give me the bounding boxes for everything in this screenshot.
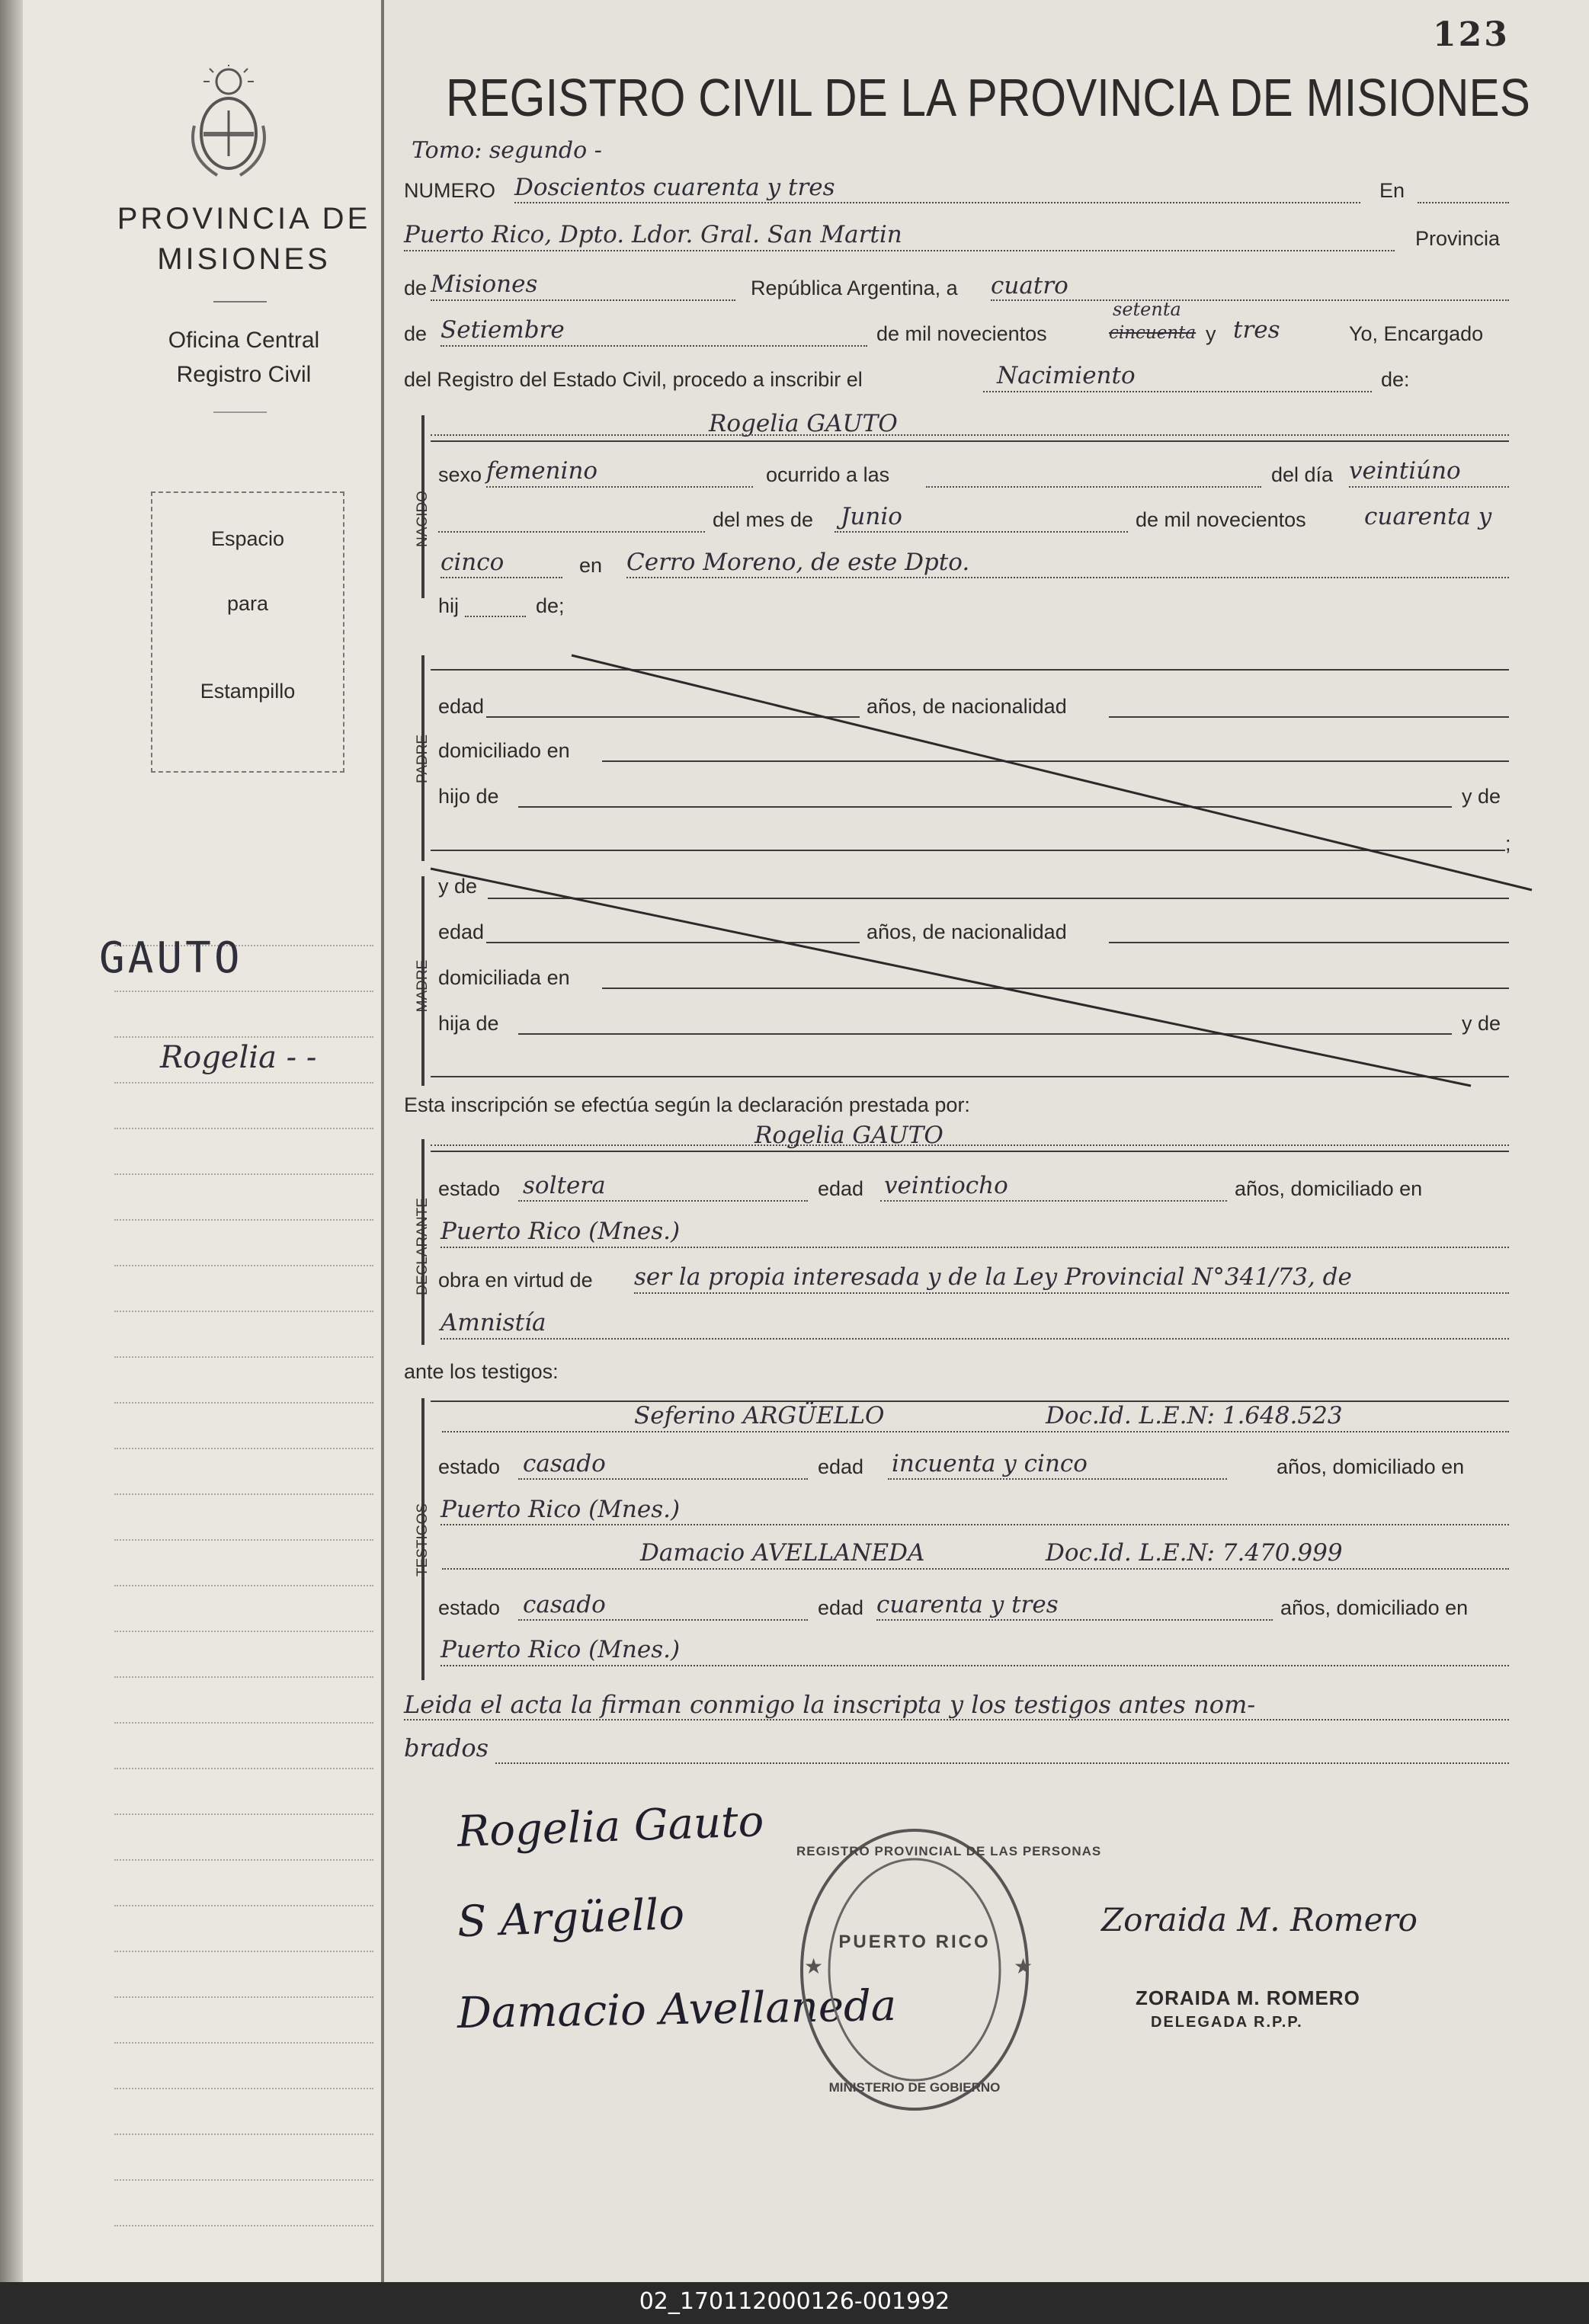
obra-value: ser la propia interesada y de la Ley Provincial N°341/73, de [634,1263,1352,1291]
madre-domicilio-label: domiciliada en [438,966,570,989]
seal-inner-text: PUERTO RICO [838,1932,991,1952]
testigo1-edad-value: incuenta y cinco [892,1450,1088,1477]
page-number: 123 [1433,15,1510,54]
testigos-intro: ante los testigos: [404,1360,559,1383]
signature-witness-2: Damacio Avellaneda [457,1980,897,2039]
closing-dots-2 [495,1762,1509,1764]
declarante-name-dots [431,1144,1509,1146]
testigo2-dom-dots [440,1665,1509,1666]
year-units-value: tres [1233,316,1280,344]
padre-label: PADRE [415,734,431,784]
left-title-line1: PROVINCIA DE [117,202,371,235]
madre-y-de: y de [1462,1012,1501,1035]
testigo2-edad-label: edad [818,1596,864,1619]
declarante-domic-label: años, domiciliado en [1235,1177,1423,1200]
signature-official: Zoraida M. Romero [1101,1901,1418,1938]
testigo2-domic-label: años, domiciliado en [1280,1596,1469,1619]
mil-label: de mil novecientos [1136,508,1306,531]
de-colon: de: [1381,368,1410,391]
declarante-edad-label: edad [818,1177,864,1200]
declarante-edad-dots [880,1200,1227,1202]
padre-domicilio-label: domiciliado en [438,739,570,762]
year-y-label: y [1206,322,1216,345]
signature-registrant: Rogelia Gauto [456,1797,765,1857]
padre-hijo-label: hijo de [438,785,499,808]
declarante-estado-label: estado [438,1177,501,1200]
declarante-intro: Esta inscripción se efectúa según la declaración prestada por: [404,1093,970,1116]
del-mes-label: del mes de [713,508,814,531]
republica-text: República Argentina, a [751,277,958,299]
year-tens-value: setenta [1113,299,1181,320]
declarante-dom-dots [440,1247,1509,1248]
day-value: cuatro [991,272,1068,299]
signature-witness-1: S Argüello [456,1889,686,1948]
testigo1-doc: Doc.Id. L.E.N: 1.648.523 [1046,1402,1343,1429]
svg-text:★: ★ [804,1954,824,1979]
provincia-label: Provincia [1415,227,1501,250]
hij-de: de; [536,594,565,617]
left-title-line2: MISIONES [157,242,331,276]
en-label-nacido: en [579,554,603,577]
testigo1-edad-dots [888,1478,1227,1480]
padre-y-de: y de [1462,785,1501,808]
year-tens-struck: cincuenta [1109,323,1197,343]
declarante-estado-value: soltera [523,1172,606,1199]
obra-label: obra en virtud de [438,1269,593,1292]
del-dia-label: del día [1271,463,1334,486]
month-value: Setiembre [440,316,565,344]
declarante-edad-value: veintiocho [884,1172,1008,1199]
padre-edad-label: edad [438,695,485,718]
de-label: de [404,277,428,299]
obra-dots [634,1292,1509,1294]
margin-given-name: Rogelia - - [160,1040,317,1075]
testigo1-estado-dots [518,1478,808,1480]
madre-nacionalidad-label: años, de nacionalidad [867,920,1067,943]
testigo1-domic-label: años, domiciliado en [1277,1455,1465,1478]
year-text: de mil novecientos [876,322,1047,345]
testigo2-doc: Doc.Id. L.E.N: 7.470.999 [1046,1539,1343,1567]
obra2-dots [440,1338,1509,1340]
stamp-box-line3: Estampillo [200,680,296,703]
seal-bottom-text: MINISTERIO DE GOBIERNO [828,2080,1001,2095]
testigos-label: TESTIGOS [415,1503,431,1577]
numero-value: Doscientos cuarenta y tres [514,174,835,201]
sexo-label: sexo [438,463,482,486]
testigo2-name: Damacio AVELLANEDA [640,1539,925,1567]
mes-value: Junio [841,503,902,530]
dia-value: veintiúno [1349,457,1461,485]
testigo2-domicilio-value: Puerto Rico (Mnes.) [440,1636,681,1663]
testigo1-name: Seferino ARGÜELLO [634,1402,885,1429]
padre-nacionalidad-label: años, de nacionalidad [867,695,1067,718]
testigo2-estado-value: casado [523,1591,606,1618]
page-title: REGISTRO CIVIL DE LA PROVINCIA DE MISIONES [446,68,1530,127]
declarante-name: Rogelia GAUTO [754,1122,943,1149]
yo-text: Yo, Encargado [1349,322,1484,345]
official-seal [796,1825,1102,2114]
obra-value-2: Amnistía [440,1309,546,1336]
stamp-box-line2: para [226,592,269,615]
closing-line-1: Leida el acta la firman conmigo la inscripta y los testigos antes nom- [404,1690,1256,1719]
padre-semicolon: ; [1505,832,1511,855]
provincia-value: Misiones [431,270,538,298]
testigo1-dom-dots [440,1524,1509,1525]
official-name: ZORAIDA M. ROMERO [1136,1986,1360,2009]
tomo-value: Tomo: segundo - [412,137,602,164]
stamp-box-line1: Espacio [210,527,285,550]
declarante-domicilio-value: Puerto Rico (Mnes.) [440,1218,681,1245]
anio-value-2: cinco [440,549,505,576]
place-value: Puerto Rico, Dpto. Ldor. Gral. San Martin [404,221,902,248]
testigo2-estado-label: estado [438,1596,501,1619]
declarante-estado-dots [518,1200,808,1202]
closing-line-2: brados [404,1733,489,1762]
madre-edad-label: edad [438,920,485,943]
testigo2-edad-dots [876,1619,1273,1621]
closing-dots-1 [404,1719,1509,1721]
de-label-2: de [404,322,428,345]
madre-label: MADRE [415,959,431,1013]
lugar-value: Cerro Moreno, de este Dpto. [626,549,970,576]
testigo2-estado-dots [518,1619,808,1621]
testigo1-edad-label: edad [818,1455,864,1478]
office-line1: Oficina Central [168,328,320,353]
madre-y-de-top: y de [438,875,478,898]
svg-text:★: ★ [1014,1954,1033,1979]
en-label: En [1379,179,1405,202]
testigo1-domicilio-value: Puerto Rico (Mnes.) [440,1496,681,1523]
seal-outer-text: REGISTRO PROVINCIAL DE LAS PERSONAS [796,1844,1102,1858]
testigo1-estado-label: estado [438,1455,501,1478]
registro-text: del Registro del Estado Civil, procedo a inscribir el [404,368,863,391]
hij-label: hij [438,594,460,617]
footer-image-id: 02_170112000126-001992 [639,2288,950,2315]
nacido-label: NACIDO [415,491,431,547]
office-line2: Registro Civil [176,362,312,387]
testigo2-name-dots [442,1568,1509,1570]
sexo-value: femenino [486,457,598,485]
testigo1-estado-value: casado [523,1450,606,1477]
margin-surname: GAUTO [99,933,243,983]
ocurrido-label: ocurrido a las [766,463,890,486]
anio-value: cuarenta y [1364,503,1492,530]
nacido-name: Rogelia GAUTO [709,410,898,437]
official-title: DELEGADA R.P.P. [1151,2014,1303,2031]
declarante-label: DECLARANTE [415,1198,431,1295]
testigos-top-rule [431,1400,1509,1402]
acto-value: Nacimiento [997,362,1136,389]
testigo2-edad-value: cuarenta y tres [876,1591,1059,1618]
numero-label: NUMERO [404,179,495,202]
testigo1-name-dots [442,1431,1509,1432]
madre-hija-label: hija de [438,1012,499,1035]
declarante-name-rule [431,1151,1509,1152]
seal-ring-icon [796,1825,1102,2114]
